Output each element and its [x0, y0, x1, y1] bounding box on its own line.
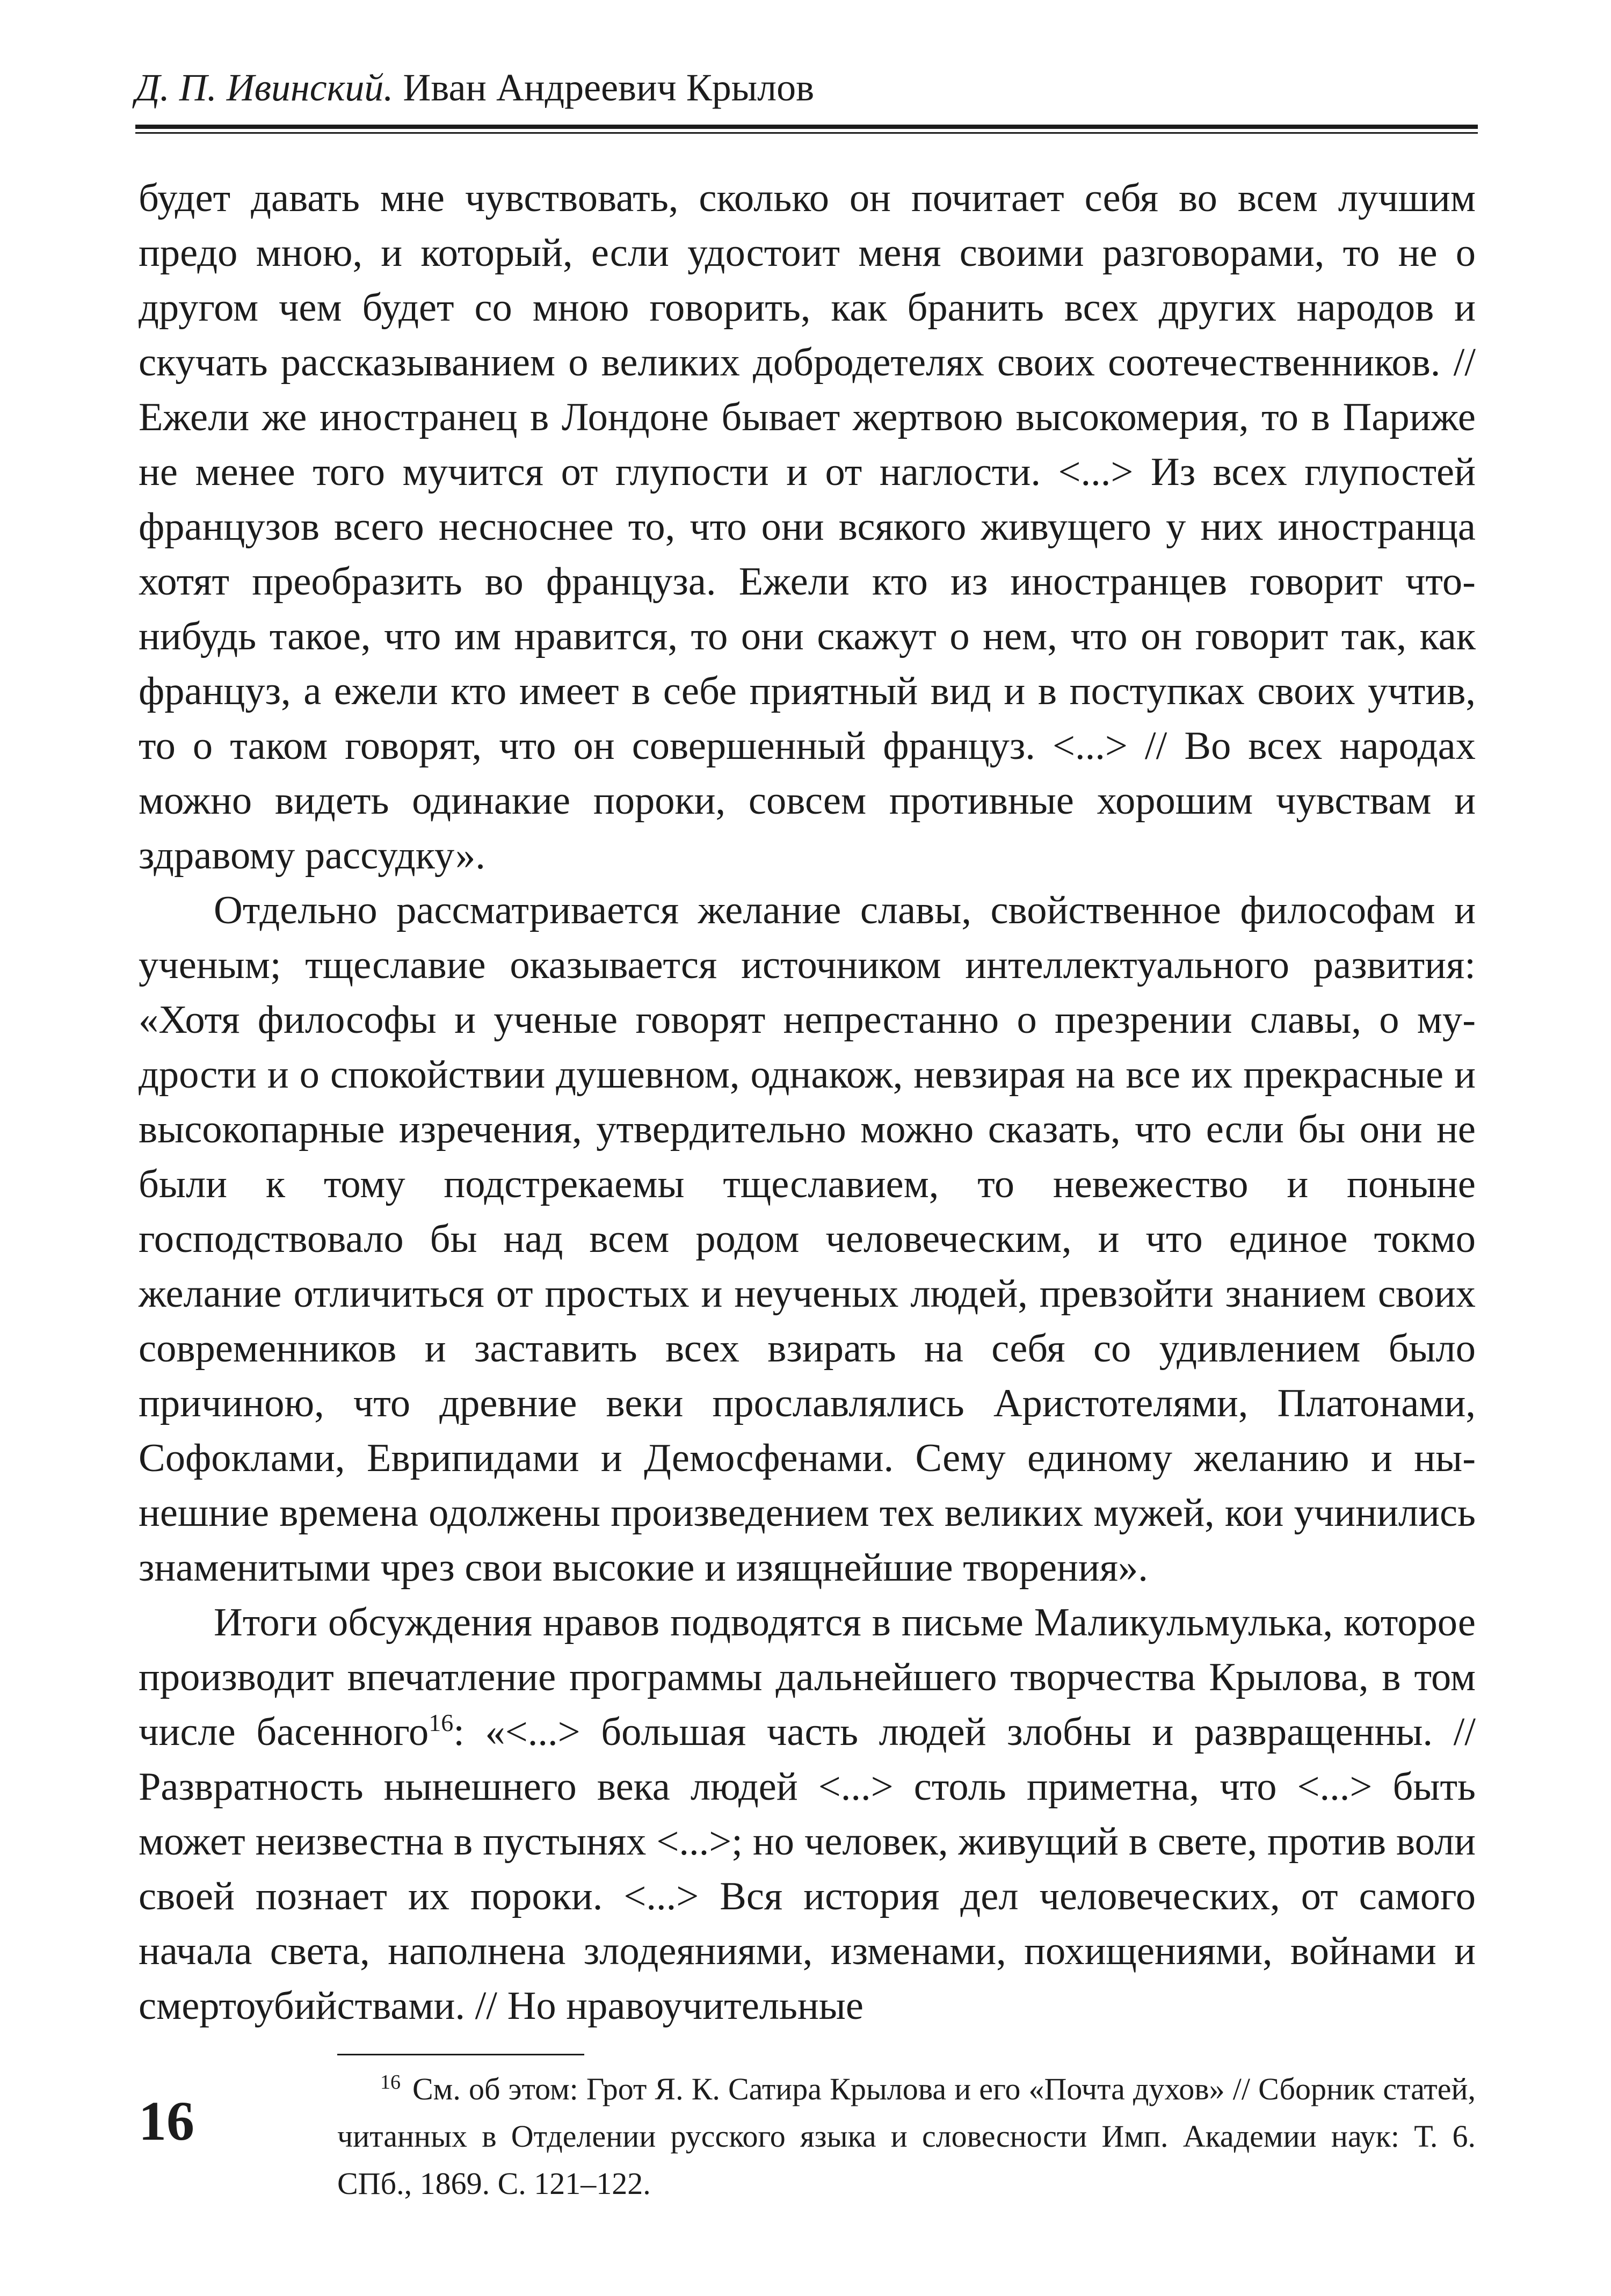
- running-head-rule-thin: [135, 132, 1478, 134]
- running-head-title: Иван Андреевич Крылов: [403, 66, 815, 109]
- paragraph-1: будет давать мне чувствовать, сколько он почитает себя во всем лучшим предо мною, и который, если удостоит меня своими разговорами, то не о другом чем будет со мною говорить, как бранить всех других народов и скучать рассказыванием о великих добродетелях своих соотечественников. // Ежели же иностранец в Лондоне бывает жертвою высокомерия, то в Париже не менее того мучится от глупости и от наглости. <...> Из всех глупостей французов всего несноснее то, что они всякого живущего у них иностранца хотят преобразить во француза. Ежели кто из иностранцев говорит что-нибудь такое, что им нравится, то они скажут о нем, что он говорит так, как француз, а ежели кто имеет в себе приятный вид и в поступках своих учтив, то о таком говорят, что он совершенный француз. <...> // Во всех народах можно видеть одинакие пороки, совсем противные хорошим чувствам и здравому рассудку».: [139, 176, 1476, 878]
- paragraph-3: [139, 1595, 1476, 2033]
- paragraph-3-text-end: : «<...> большая часть людей злобны и развращенны. // Развратность нынешнего века людей <...> столь приметна, что <...> быть может неизвестна в пустынях <...>; но человек, живущий в свете, против воли своей познает их пороки. <...> Вся история дел человеческих, от самого начала света, наполнена злодеяниями, изменами, похищениями, войнами и смертоубийствами. // Но нравоучительные: [139, 1710, 1476, 2028]
- paragraph-3-text-start: Итоги обсуждения нравов подводятся в письме Маликульмулька, которое производит впечатление программы дальнейшего творчества Крылова, в том числе басенного: [139, 1600, 1476, 1754]
- footnote-number: 16: [380, 2070, 401, 2094]
- running-head: [135, 63, 1478, 112]
- running-head-rule: [135, 125, 1478, 129]
- footnote-reference[interactable]: 16: [429, 1709, 454, 1737]
- running-head-author: Д. П. Ивинский.: [135, 66, 394, 109]
- footnote: [337, 2066, 1476, 2207]
- footnote-separator: [337, 2054, 584, 2055]
- footnote-text: См. об этом: Грот Я. К. Сатира Крылова и его «Почта духов» // Сборник статей, читанных в Отделении русского языка и словесности Имп. Академии наук: Т. 6. СПб., 1869. С. 121–122.: [337, 2072, 1476, 2201]
- paragraph-2: Отдельно рассматривается желание славы, свойственное философам и ученым; тщеславие оказывается источником интеллектуального развития: «Хотя философы и ученые говорят непрестанно о презрении славы, о мудрости и о спокойствии душевном, однакож, невзирая на все их прекрасные и высокопарные изречения, утвердительно можно сказать, что если бы они не были к тому подстрекаемы тщеславием, то невежество и поныне господствовало бы над всем родом человеческим, и что единое токмо желание отличиться от простых и неученых людей, превзойти знанием своих современников и заставить всех взирать на себя со удивлением было причиною, что древние веки прославлялись Аристотелями, Платонами, Софоклами, Еврипидами и Демосфенами. Сему единому желанию и нынешние времена одолжены произведением тех великих мужей, кои учинились знаменитыми чрез свои высокие и изящнейшие творения».: [139, 888, 1476, 1590]
- page-number: 16: [139, 2090, 194, 2152]
- body-text: [139, 171, 1476, 2033]
